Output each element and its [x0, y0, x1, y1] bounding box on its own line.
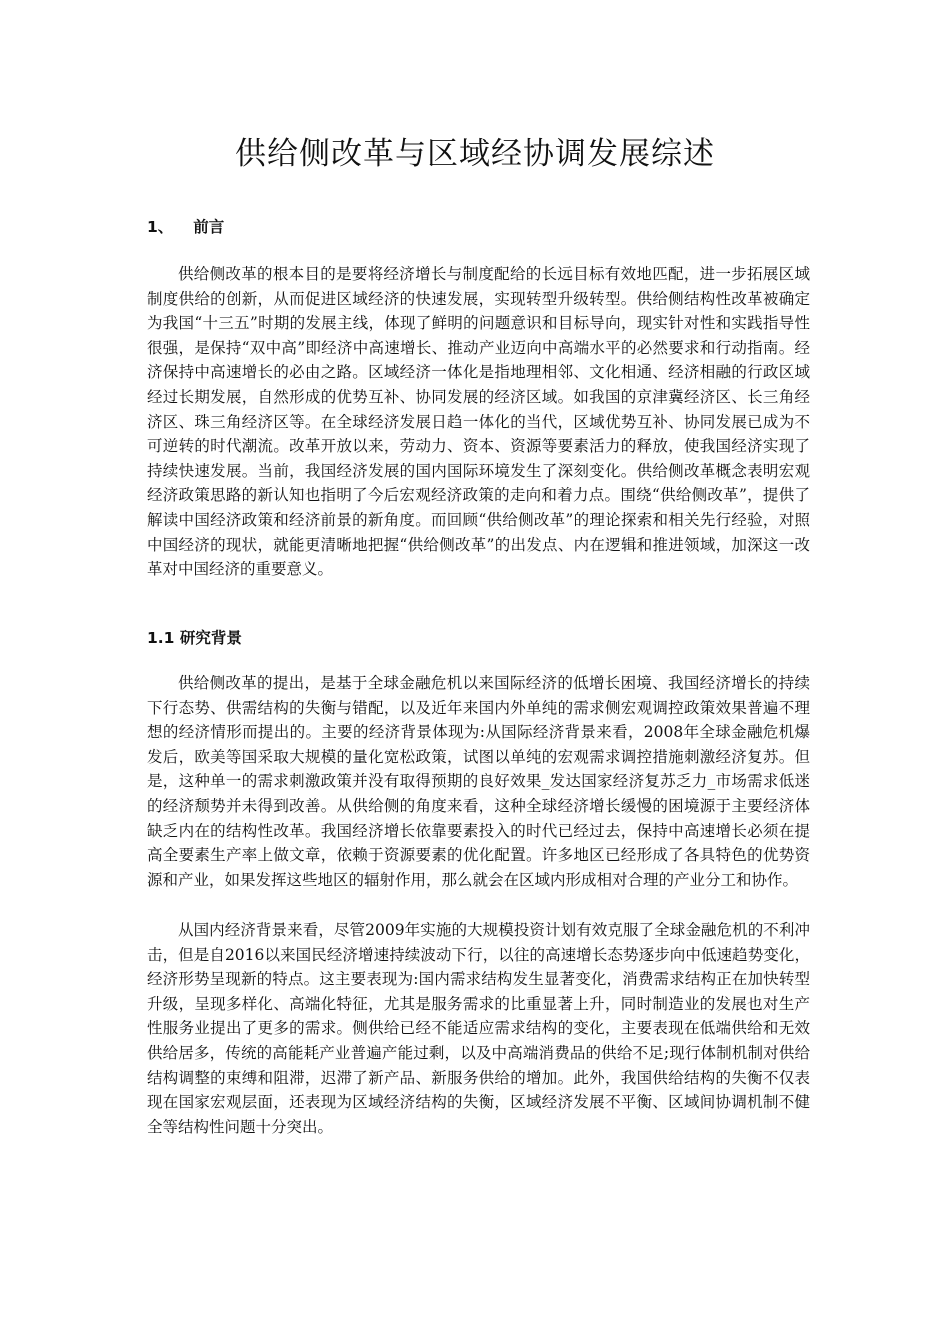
section-heading-text: 前言 [193, 218, 225, 236]
background-paragraph-domestic: 从国内经济背景来看，尽管2009年实施的大规模投资计划有效克服了全球金融危机的不利冲击，但是自2016以来国民经济增速持续波动下行，以往的高速增长态势逐步向中低速趋势变化，经济形势呈现新的特点。这主要表现为:国内需求结构发生显著变化，消费需求结构正在加快转型升级，呈现多样化、高端化特征，尤其是服务需求的比重显著上升，同时制造业的发展也对生产性服务业提出了更多的需求。侧供给已经不能适应需求结构的变化，主要表现在低端供给和无效供给居多，传统的高能耗产业普遍产能过剩，以及中高端消费品的供给不足;现行体制机制对供给结构调整的束缚和阻滞，迟滞了新产品、新服务供给的增加。此外，我国供给结构的失衡不仅表现在国家宏观层面，还表现为区域经济结构的失衡，区域经济发展不平衡、区域间协调机制不健全等结构性问题十分突出。 [147, 921, 810, 1136]
section-heading-research-background: 1.1 研究背景 [147, 629, 242, 647]
section-number: 1、 [147, 218, 174, 236]
document-title: 供给侧改革与区域经协调发展综述 [235, 136, 715, 172]
background-paragraph-international: 供给侧改革的提出，是基于全球金融危机以来国际经济的低增长困境、我国经济增长的持续下行态势、供需结构的失衡与错配，以及近年来国内外单纯的需求侧宏观调控政策效果普遍不理想的经济情形而提出的。主要的经济背景体现为:从国际经济背景来看，2008年全球金融危机爆发后，欧美等国采取大规模的量化宽松政策，试图以单纯的宏观需求调控措施刺激经济复苏。但是，这种单一的需求刺激政策并没有取得预期的良好效果_发达国家经济复苏乏力_市场需求低迷的经济颓势并未得到改善。从供给侧的角度来看，这种全球经济增长缓慢的困境源于主要经济体缺乏内在的结构性改革。我国经济增长依靠要素投入的时代已经过去，保持中高速增长必须在提高全要素生产率上做文章，依赖于资源要素的优化配置。许多地区已经形成了各具特色的优势资源和产业，如果发挥这些地区的辐射作用，那么就会在区域内形成相对合理的产业分工和协作。 [147, 674, 810, 889]
section-heading-preface [147, 215, 224, 237]
preface-paragraph: 供给侧改革的根本目的是要将经济增长与制度配给的长远目标有效地匹配，进一步拓展区域制度供给的创新，从而促进区域经济的快速发展，实现转型升级转型。供给侧结构性改革被确定为我国“十三五”时期的发展主线，体现了鲜明的问题意识和目标导向，现实针对性和实践指导性很强，是保持“双中高”即经济中高速增长、推动产业迈向中高端水平的必然要求和行动指南。经济保持中高速增长的必由之路。区域经济一体化是指地理相邻、文化相通、经济相融的行政区域经过长期发展，自然形成的优势互补、协同发展的经济区域。如我国的京津冀经济区、长三角经济区、珠三角经济区等。在全球经济发展日趋一体化的当代，区域优势互补、协同发展已成为不可逆转的时代潮流。改革开放以来，劳动力、资本、资源等要素活力的释放，使我国经济实现了持续快速发展。当前，我国经济发展的国内国际环境发生了深刻变化。供给侧改革概念表明宏观经济政策思路的新认知也指明了今后宏观经济政策的走向和着力点。围绕“供给侧改革”，提供了解读中国经济政策和经济前景的新角度。而回顾“供给侧改革”的理论探索和相关先行经验，对照中国经济的现状，就能更清晰地把握“供给侧改革”的出发点、内在逻辑和推进领域，加深这一改革对中国经济的重要意义。 [147, 265, 810, 579]
